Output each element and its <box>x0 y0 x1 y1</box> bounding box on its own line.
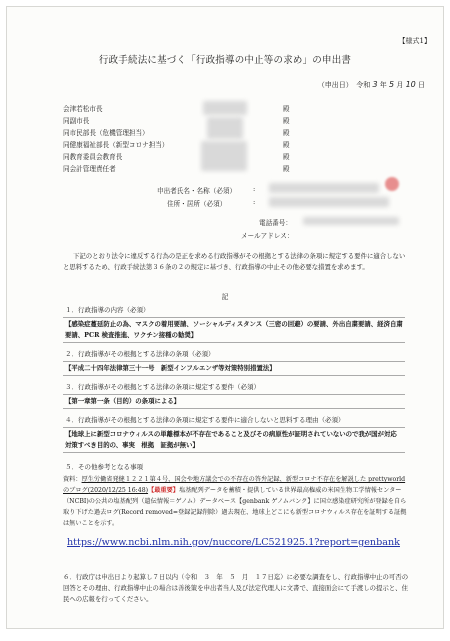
section-heading: ３．行政指導がその根拠とする法律の条項に規定する要件（必須） <box>65 383 260 391</box>
recipient-title: 同会計管理責任者 <box>63 165 116 173</box>
section-content: 【第一章第一条（目的）の条項による】 <box>63 394 405 409</box>
date-day: 10 <box>405 80 416 89</box>
source-prefix: 資料： <box>63 476 82 483</box>
recipient-honorific: 殿 <box>283 117 290 125</box>
date-month-unit: 月 <box>396 81 404 89</box>
document-title: 行政手続法に基づく「行政指導の中止等の求め」の申出書 <box>98 55 352 66</box>
recipient-honorific: 殿 <box>283 129 290 137</box>
date-year: 3 <box>372 80 378 89</box>
phone-label: 電話番号： <box>259 219 292 227</box>
reference-body: 塩基配列データを蓄積・提供している世界最高権威の米国生物工学情報センター（NCBI)の公共の塩基配列（遺伝情報＝ゲノム）データベース【genbank ゲノムバンク】に国立感染症研究所が登録を自ら取り下げた過去ログ(Record removed=登録記録削除）過去現在、地球上どこにも新型コロナウィルス存在を証明する証拠は無いことを示す。 <box>63 487 407 527</box>
reference-text <box>63 474 407 529</box>
redacted-phone <box>303 217 399 225</box>
redacted-name <box>207 117 243 139</box>
applicant-name-colon: : <box>253 185 256 193</box>
form-number: 【様式1】 <box>398 37 431 45</box>
submission-date <box>318 80 425 90</box>
redacted-name <box>203 101 247 115</box>
recipient-honorific: 殿 <box>283 141 290 149</box>
date-year-unit: 年 <box>379 81 387 89</box>
section-content: 【地球上に新型コロナウィルスの単離標本が不存在であること及びその病原性が証明されていないので我が国が対応対策すべき目的の、事実 根拠 証拠が無い】 <box>63 427 405 453</box>
recipient-honorific: 殿 <box>283 165 290 173</box>
emphasis-label: 【最重要】 <box>148 487 179 494</box>
date-day-unit: 日 <box>418 81 425 89</box>
email-label: メールアドレス： <box>241 232 294 240</box>
redacted-applicant-name <box>269 183 379 193</box>
date-month: 5 <box>389 80 395 89</box>
recipient-title: 会津若松市長 <box>63 105 103 113</box>
seal-stamp <box>385 177 399 191</box>
recipient-title: 同健康福祉部長（新型コロナ担当） <box>63 141 169 149</box>
section-heading: ２．行政指導がその根拠とする法律の条項（必須） <box>65 350 215 358</box>
recipient-title: 同教育委員会教育長 <box>63 153 123 161</box>
genbank-link[interactable]: https://www.ncbi.nlm.nih.gov/nuccore/LC521925.1?report=genbank <box>67 537 400 548</box>
redacted-applicant-address <box>269 197 389 207</box>
applicant-address-colon: : <box>253 198 256 206</box>
document-page <box>6 6 444 629</box>
recipient-title: 同市民部長（危機管理担当） <box>63 129 149 137</box>
applicant-address-label: 住所・居所（必須） <box>167 200 227 208</box>
redacted-name <box>201 141 247 171</box>
section-heading: ５．その他参考となる事項 <box>65 463 143 471</box>
intro-paragraph: 下記のとおり法令に違反する行為の是正を求める行政指導がその根拠とする法律の条項に規定する要件に適合しないと思料するため、行政手続法第３６条の２の規定に基づき、行政指導の中止その他必要な措置を求めます。 <box>63 252 406 271</box>
ki-marker: 記 <box>221 293 229 301</box>
date-prefix: （申出日） 令和 <box>317 81 371 89</box>
recipient-title: 同副市長 <box>63 117 90 125</box>
recipient-honorific: 殿 <box>283 153 290 161</box>
applicant-name-label: 申出者氏名・名称（必須） <box>157 187 237 195</box>
source-references: 厚生労働省発健１２２１第４号、国会や地方議会での不存在の答弁記録、新型コロナ不存在を解説した prettyworld のブログ(2020/12/25 16:48) <box>63 476 406 494</box>
section-content: 【平成二十四年法律第三十一号 新型インフルエンザ等対策特別措置法】 <box>63 361 405 376</box>
recipient-honorific: 殿 <box>283 105 290 113</box>
response-request: ６．行政庁は申出日より起算し７日以内（令和 ３ 年 ５ 月 １７日迄）に必要な調査をし、行政指導中止の可否の回答とその理由、行政指導中止の場合は善後策を申出者当人及び法定代理人に文書で、直接面会にて手渡しの提示と、住民への広報を行ってください。 <box>63 573 409 603</box>
section-content: 【感染症蔓延防止の為、マスクの着用要請、ソーシャルディスタンス（三密の回避）の要請、外出自粛要請、経済自粛要請、PCR 検査推進、ワクチン接種の勧奨】 <box>63 317 405 343</box>
section-heading: １．行政指導の内容（必須） <box>65 306 150 314</box>
section-heading: ４．行政指導がその根拠とする法律の条項に規定する要件に適合しないと思料する理由（必須） <box>65 416 345 424</box>
